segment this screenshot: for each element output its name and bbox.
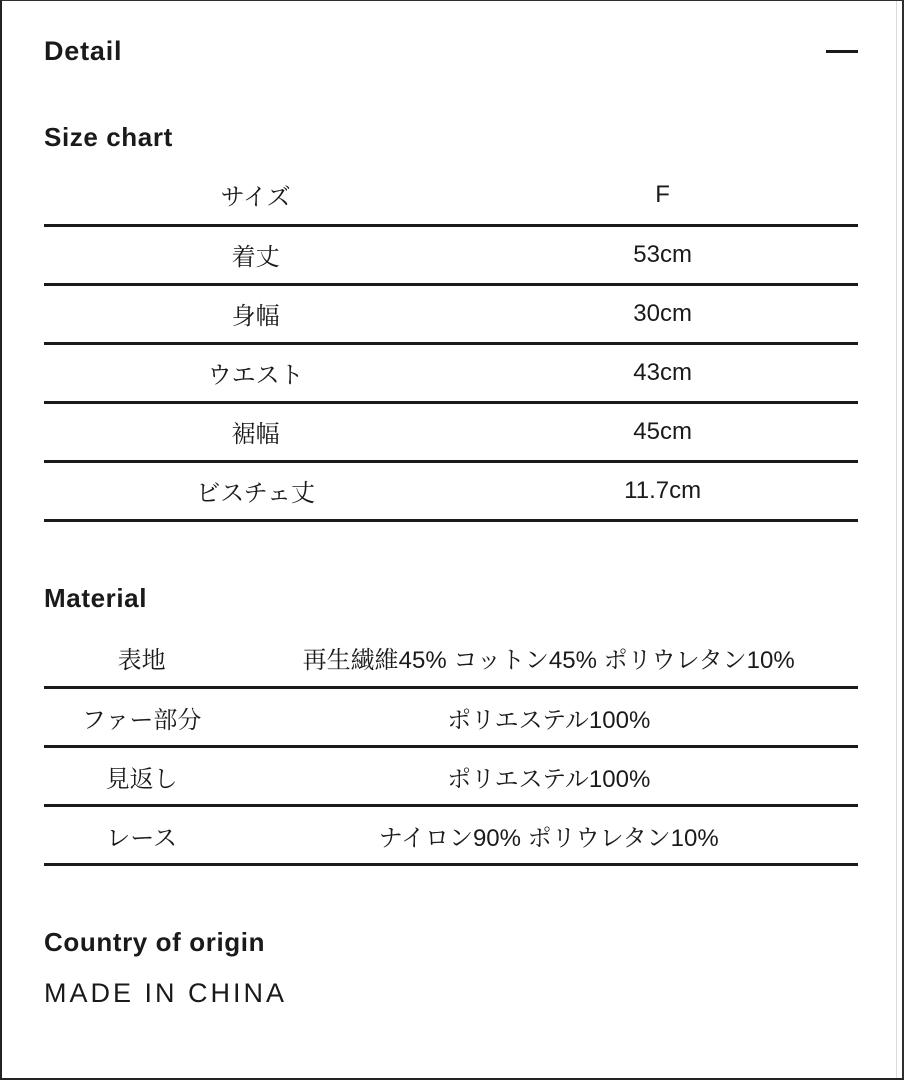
size-chart-table (44, 166, 858, 522)
material-row-label: レース (106, 824, 178, 852)
table-row (44, 343, 858, 402)
material-row-value: ポリエステル100% (447, 765, 651, 793)
material-row-value: ナイロン90% ポリウレタン10% (378, 824, 719, 852)
size-row-value: 45cm (633, 417, 692, 445)
size-row-label: 身幅 (231, 303, 280, 330)
size-row-label: 着丈 (231, 244, 280, 271)
size-row-label: 裾幅 (231, 421, 280, 448)
country-of-origin-heading: Country of origin (44, 927, 266, 957)
size-row-label: ビスチェ丈 (196, 480, 316, 507)
table-row (44, 461, 858, 520)
table-row (44, 629, 858, 688)
material-table (44, 629, 858, 867)
detail-section-header[interactable] (44, 35, 858, 67)
minus-icon[interactable] (826, 50, 858, 53)
material-row-label: 表地 (117, 646, 166, 674)
size-row-label: ウエスト (207, 362, 304, 389)
material-heading: Material (44, 582, 148, 613)
country-of-origin-value: MADE IN CHINA (44, 978, 288, 1008)
material-row-value: ポリエステル100% (447, 706, 651, 734)
size-chart-heading: Size chart (44, 122, 173, 152)
material-row-label: ファー部分 (81, 706, 202, 734)
table-row (44, 284, 858, 343)
material-row-value: 再生繊維45% コットン45% ポリウレタン10% (302, 646, 795, 674)
table-row (44, 688, 858, 747)
scrollbar-track (896, 1, 897, 1078)
size-row-value: 53cm (633, 240, 692, 268)
size-row-value: 30cm (633, 299, 692, 327)
size-row-value: 43cm (633, 358, 692, 386)
size-row-value: 11.7cm (624, 476, 702, 504)
table-row (44, 225, 858, 284)
table-row (44, 747, 858, 806)
table-row (44, 806, 858, 865)
material-row-label: 見返し (105, 765, 178, 793)
size-chart-header-row (44, 166, 858, 225)
size-chart-col-label: サイズ (220, 184, 291, 212)
table-row (44, 402, 858, 461)
detail-title: Detail (44, 36, 123, 66)
size-chart-col-size-f: F (655, 180, 670, 208)
